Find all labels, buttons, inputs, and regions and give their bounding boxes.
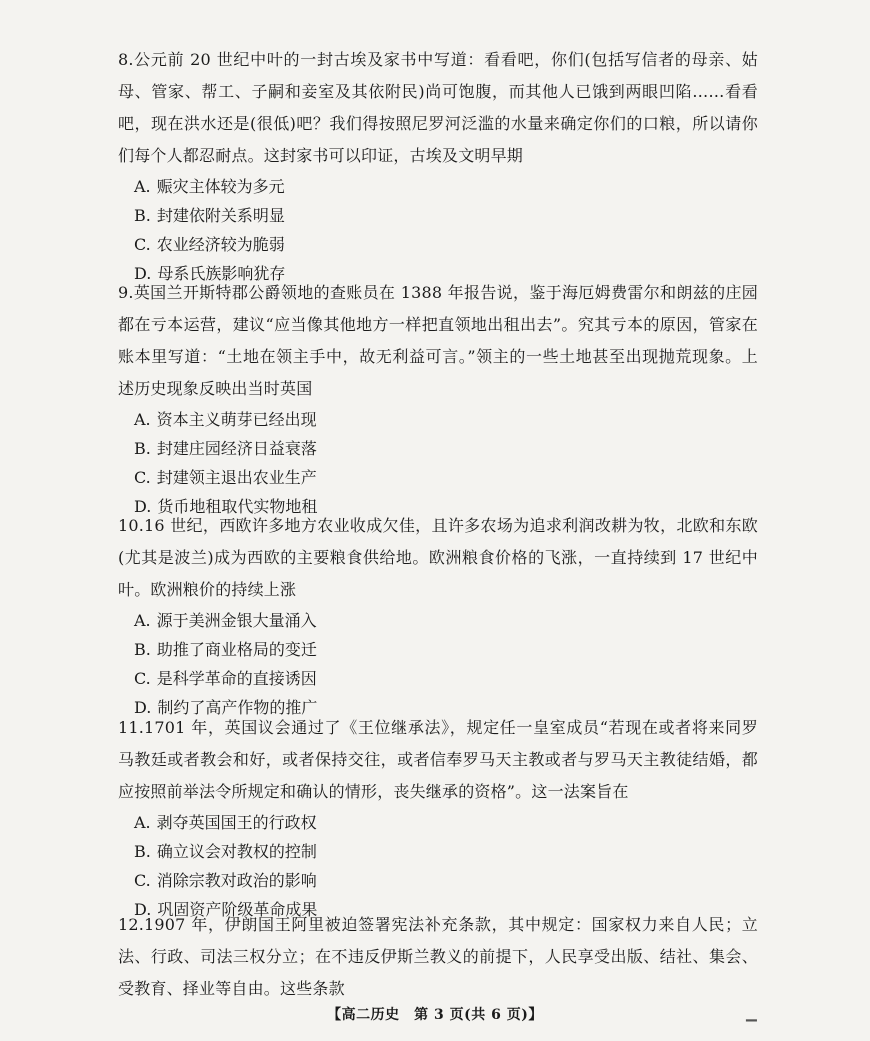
option-b[interactable]: B. 助推了商业格局的变迁: [134, 640, 317, 659]
question-number: 11.: [118, 718, 145, 737]
question-10: [118, 510, 758, 722]
option-a[interactable]: A. 赈灾主体较为多元: [134, 177, 285, 196]
option-c[interactable]: C. 消除宗教对政治的影响: [134, 871, 317, 890]
option-c[interactable]: C. 封建领主退出农业生产: [134, 468, 317, 487]
question-text: 16 世纪，西欧许多地方农业收成欠佳，且许多农场为追求利润改耕为牧，北欧和东欧(尤其是波兰)成为西欧的主要粮食供给地。欧洲粮食价格的飞涨，一直持续到 17 世纪中叶。欧洲粮价的持续上涨: [118, 516, 758, 599]
question-stem: [118, 712, 758, 808]
option-list: [118, 405, 758, 521]
option-d[interactable]: D. 货币地租取代实物地租: [134, 497, 318, 516]
question-number: 8.: [118, 50, 134, 69]
option-c[interactable]: C. 农业经济较为脆弱: [134, 235, 285, 254]
option-list: [118, 606, 758, 722]
question-text: 英国兰开斯特郡公爵领地的查账员在 1388 年报告说，鉴于海厄姆费雷尔和朗兹的庄园都在亏本运营，建议“应当像其他地方一样把直领地出租出去”。究其亏本的原因，管家在账本里写道：“土地在领主手中，故无利益可言。”领主的一些土地甚至出现抛荒现象。上述历史现象反映出当时英国: [118, 283, 758, 398]
option-d[interactable]: D. 巩固资产阶级革命成果: [134, 900, 318, 919]
option-b[interactable]: B. 封建庄园经济日益衰落: [134, 439, 317, 458]
option-c[interactable]: C. 是科学革命的直接诱因: [134, 669, 317, 688]
question-8: [118, 44, 758, 288]
footer-mark: ▁: [746, 1006, 757, 1022]
question-number: 9.: [118, 283, 134, 302]
option-d[interactable]: D. 母系氏族影响犹存: [134, 264, 286, 283]
question-text: 1907 年，伊朗国王阿里被迫签署宪法补充条款，其中规定：国家权力来自人民；立法、行政、司法三权分立；在不违反伊斯兰教义的前提下，人民享受出版、结社、集会、受教育、择业等自由。这些条款: [118, 915, 758, 998]
question-9: [118, 277, 758, 521]
question-12: [118, 909, 758, 1005]
question-stem: [118, 277, 758, 405]
question-stem: [118, 510, 758, 606]
question-number: 12.: [118, 915, 145, 934]
page-footer: 【高二历史 第 3 页(共 6 页)】: [327, 1007, 543, 1023]
option-b[interactable]: B. 确立议会对教权的控制: [134, 842, 317, 861]
question-stem: [118, 909, 758, 1005]
option-a[interactable]: A. 剥夺英国国王的行政权: [134, 813, 317, 832]
question-text: 1701 年，英国议会通过了《王位继承法》，规定任一皇室成员“若现在或者将来同罗马教廷或者教会和好，或者保持交往，或者信奉罗马天主教或者与罗马天主教徒结婚，都应按照前举法令所规定和确认的情形，丧失继承的资格”。这一法案旨在: [118, 718, 758, 801]
option-a[interactable]: A. 源于美洲金银大量涌入: [134, 611, 317, 630]
option-list: [118, 808, 758, 924]
option-list: [118, 172, 758, 288]
question-text: 公元前 20 世纪中叶的一封古埃及家书中写道：看看吧，你们(包括写信者的母亲、姑母、管家、帮工、子嗣和妾室及其依附民)尚可饱腹，而其他人已饿到两眼凹陷……看看吧，现在洪水还是(很低)吧？我们得按照尼罗河泛滥的水量来确定你们的口粮，所以请你们每个人都忍耐点。这封家书可以印证，古埃及文明早期: [118, 50, 758, 165]
question-stem: [118, 44, 758, 172]
option-b[interactable]: B. 封建依附关系明显: [134, 206, 285, 225]
option-a[interactable]: A. 资本主义萌芽已经出现: [134, 410, 317, 429]
option-d[interactable]: D. 制约了高产作物的推广: [134, 698, 318, 717]
question-number: 10.: [118, 516, 145, 535]
question-11: [118, 712, 758, 924]
